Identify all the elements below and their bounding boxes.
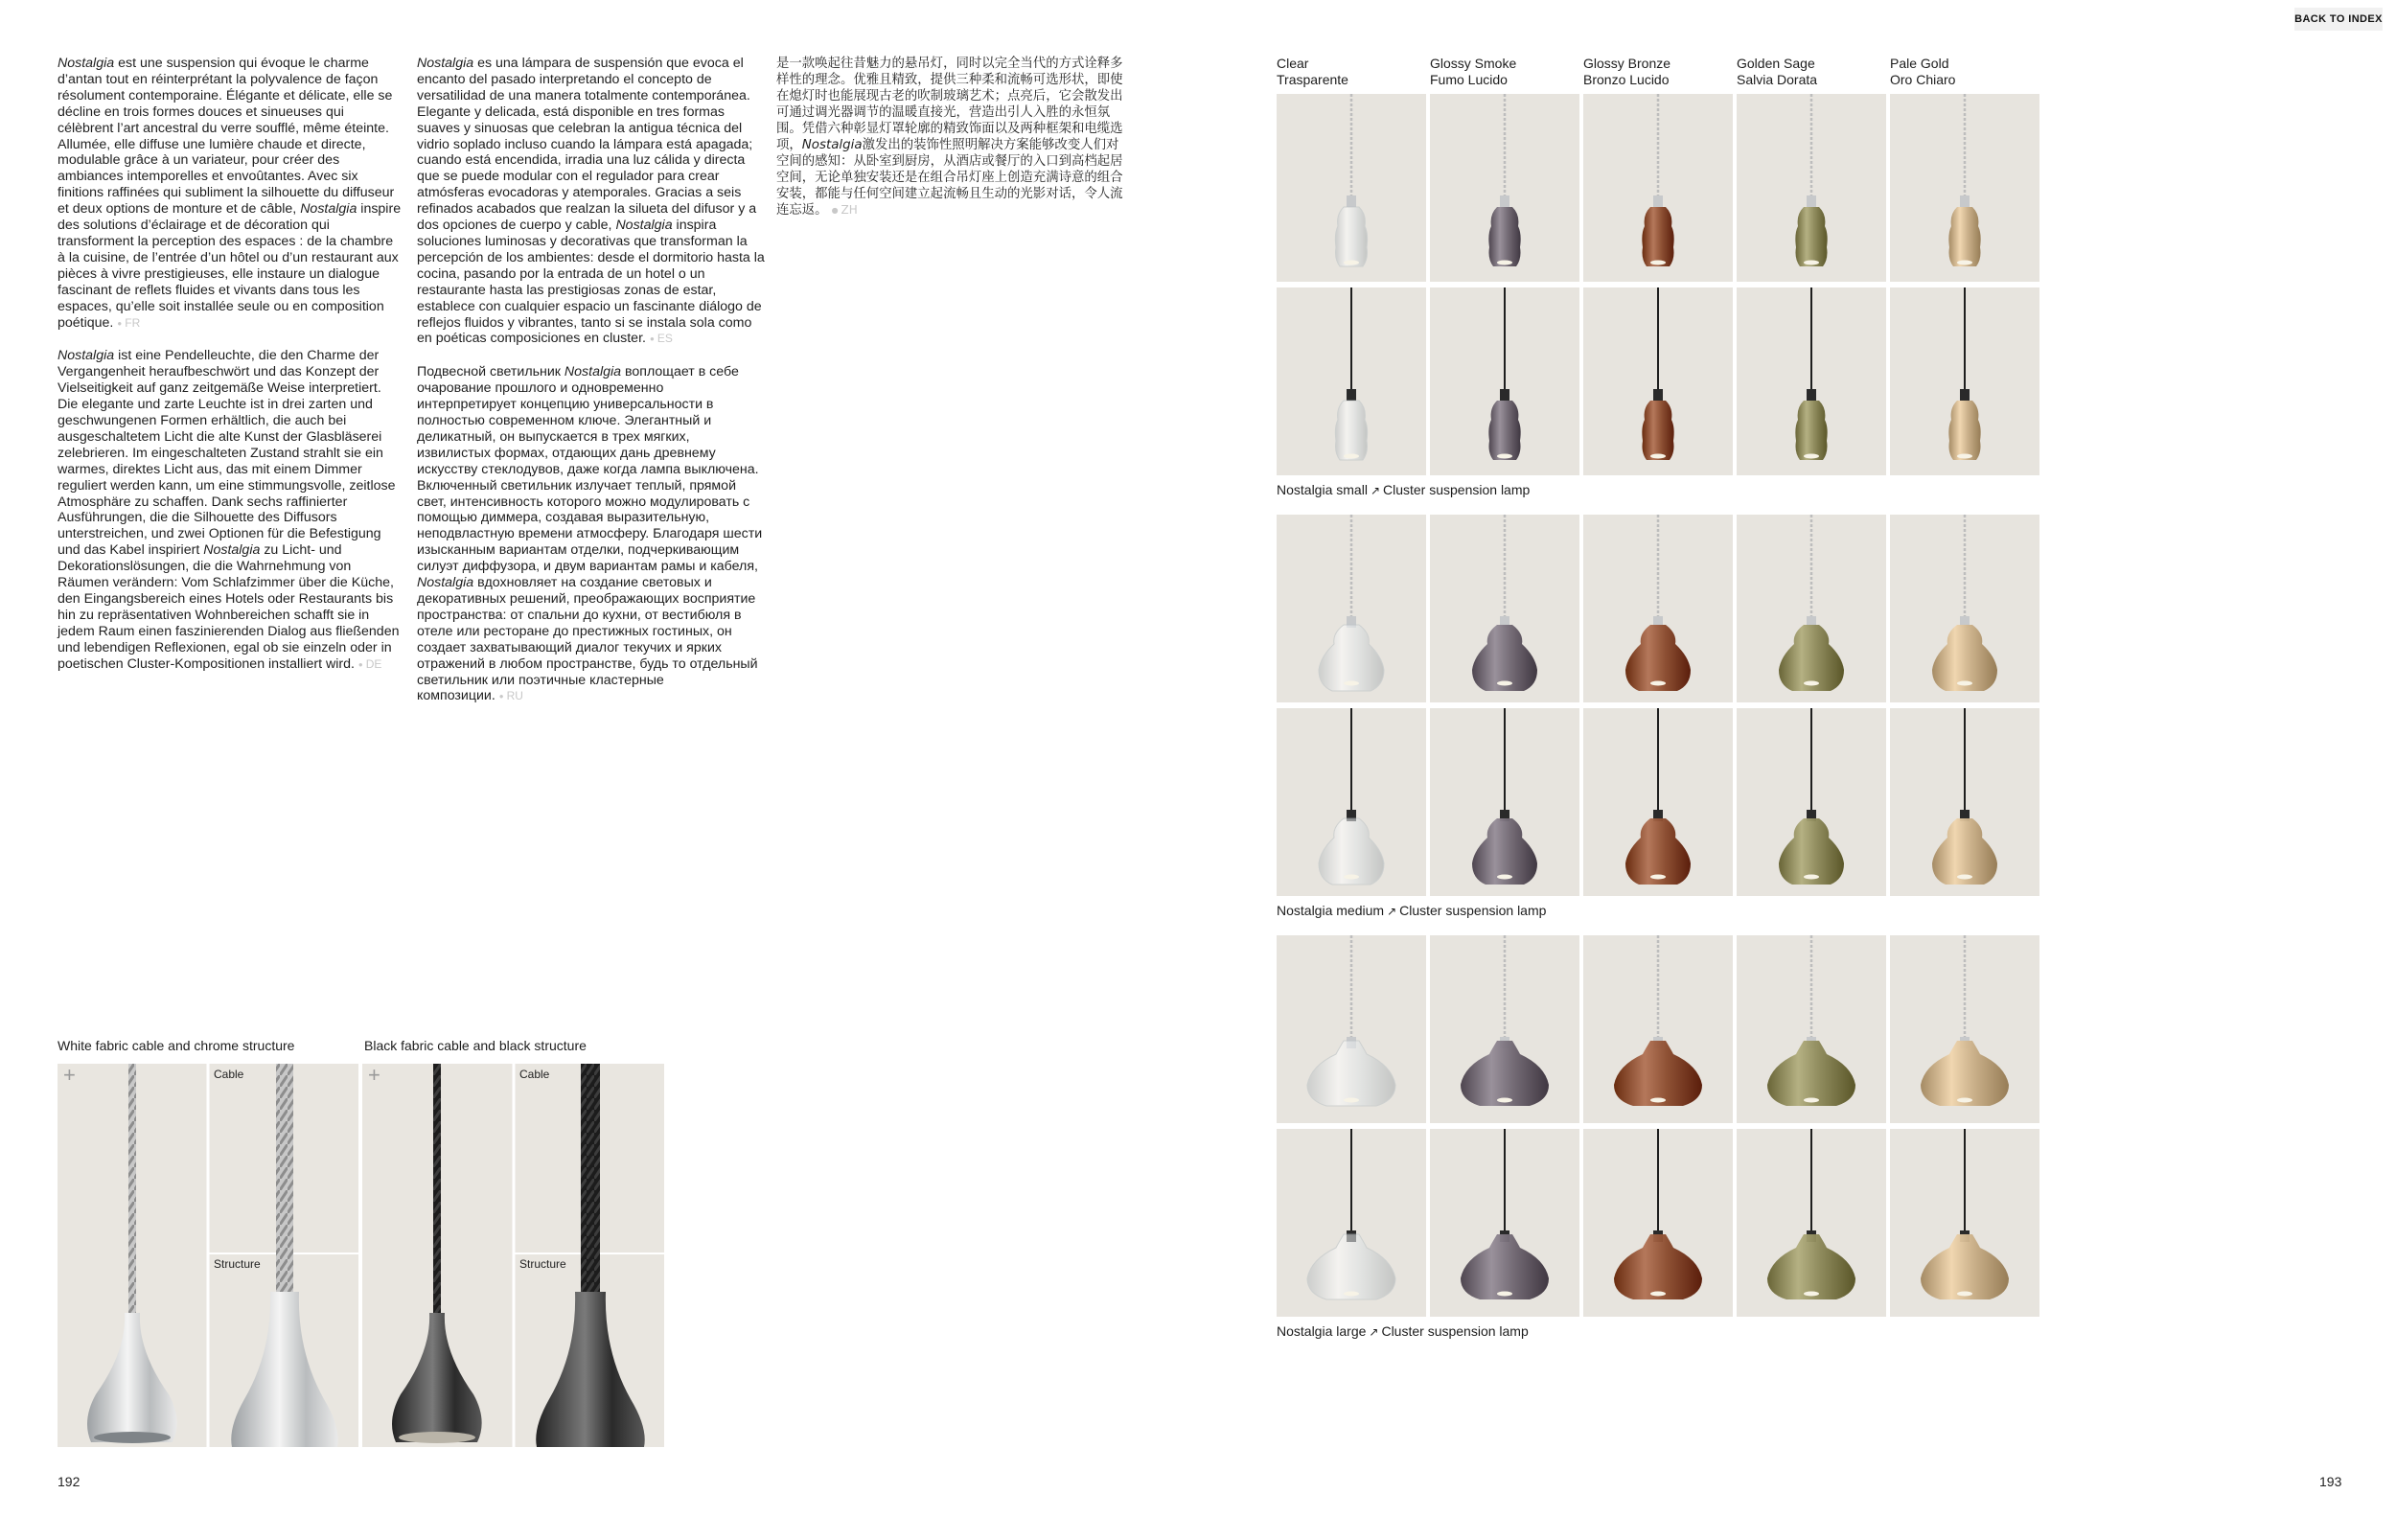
light-glow	[1497, 1098, 1512, 1103]
light-glow	[1344, 261, 1359, 265]
diffuser	[1948, 401, 1980, 460]
pendant-lamp-icon	[1737, 708, 1886, 896]
structure-cap	[1960, 195, 1970, 207]
lamp-tile-medium[interactable]	[1890, 515, 2039, 702]
light-glow	[1497, 1292, 1512, 1297]
arrow-icon: ↗	[1369, 1325, 1379, 1339]
structure-cap	[1500, 195, 1509, 207]
light-glow	[1344, 454, 1359, 459]
pendant-lamp-icon	[1430, 708, 1579, 896]
pendant-lamp-icon	[1430, 287, 1579, 475]
lamp-tile-small[interactable]	[1583, 94, 1733, 282]
pendant-lamp-icon	[1583, 94, 1733, 282]
light-glow	[1804, 261, 1819, 265]
diffuser	[1335, 401, 1367, 460]
pendant-lamp-icon	[1890, 708, 2039, 896]
lang-tag-ru: ● RU	[495, 689, 523, 702]
light-glow	[1804, 1292, 1819, 1297]
diffuser	[1614, 1234, 1702, 1299]
light-glow	[1650, 875, 1666, 880]
lamp-tile-medium[interactable]	[1583, 708, 1733, 896]
pendant-lamp-icon	[1277, 94, 1426, 282]
lamp-tile-medium[interactable]	[1890, 708, 2039, 896]
structure-cap	[1653, 195, 1663, 207]
lamp-tile-medium[interactable]	[1430, 515, 1579, 702]
diffuser	[1767, 1234, 1855, 1299]
lamp-tile-large[interactable]	[1430, 935, 1579, 1123]
pendant-lamp-icon	[1430, 94, 1579, 282]
lamp-tile-small[interactable]	[1890, 287, 2039, 475]
pendant-lamp-icon	[1277, 287, 1426, 475]
pendant-lamp-icon	[1583, 287, 1733, 475]
pendant-lamp-icon	[1277, 708, 1426, 896]
pendant-lamp-icon	[1737, 94, 1886, 282]
lamp-tile-medium[interactable]	[1277, 515, 1426, 702]
pendant-lamp-icon	[1890, 94, 2039, 282]
lamp-tile-small[interactable]	[1583, 287, 1733, 475]
detail-illustration	[58, 1064, 664, 1447]
pendant-lamp-icon	[1277, 1129, 1426, 1317]
back-to-index-button[interactable]: BACK TO INDEX	[2294, 8, 2383, 31]
light-glow	[1957, 681, 1972, 686]
diffuser	[1307, 1041, 1395, 1106]
light-glow	[1650, 681, 1666, 686]
white-detail-caption: White fabric cable and chrome structure	[58, 1038, 295, 1053]
lamp-tile-small[interactable]	[1430, 94, 1579, 282]
structure-cap	[1807, 389, 1816, 401]
lamp-tile-large[interactable]	[1583, 1129, 1733, 1317]
diffuser	[1642, 207, 1673, 266]
light-glow	[1497, 681, 1512, 686]
diffuser	[1767, 1041, 1855, 1106]
product-name: Nostalgia	[58, 56, 115, 71]
pendant-lamp-icon	[1737, 515, 1886, 702]
structure-cap	[1500, 389, 1509, 401]
light-glow	[1650, 1098, 1666, 1103]
diffuser	[1335, 207, 1367, 266]
light-glow	[1957, 454, 1972, 459]
lamp-tile-medium[interactable]	[1583, 515, 1733, 702]
diffuser	[1614, 1041, 1702, 1106]
lang-tag-es: ● ES	[646, 332, 673, 345]
pendant-lamp-icon	[1430, 515, 1579, 702]
cable-label: Cable	[214, 1068, 244, 1081]
cable-structure-detail	[58, 1064, 664, 1447]
page-number-right: 193	[2319, 1474, 2342, 1489]
lamp-tile-large[interactable]	[1583, 935, 1733, 1123]
light-glow	[1957, 1098, 1972, 1103]
diffuser	[1795, 207, 1827, 266]
light-glow	[1650, 1292, 1666, 1297]
lamp-tile-medium[interactable]	[1277, 708, 1426, 896]
light-glow	[1804, 1098, 1819, 1103]
lamp-tile-large[interactable]	[1430, 1129, 1579, 1317]
diffuser	[1488, 401, 1520, 460]
lang-tag-fr: ● FR	[113, 316, 140, 330]
pendant-lamp-icon	[1737, 935, 1886, 1123]
pendant-lamp-icon	[1583, 935, 1733, 1123]
lamp-tile-large[interactable]	[1737, 1129, 1886, 1317]
lang-tag-de: ● DE	[355, 657, 382, 671]
lamp-tile-medium[interactable]	[1737, 515, 1886, 702]
light-glow	[1344, 681, 1359, 686]
black-detail-caption: Black fabric cable and black structure	[364, 1038, 587, 1053]
structure-label: Structure	[214, 1257, 261, 1271]
structure-cap	[1807, 195, 1816, 207]
light-glow	[1957, 1292, 1972, 1297]
finish-header: Pale Gold Oro Chiaro	[1890, 56, 1956, 87]
structure-cap	[1347, 195, 1356, 207]
plus-icon: +	[63, 1064, 76, 1087]
cable-label: Cable	[519, 1068, 550, 1081]
text-zh: 是一款唤起往昔魅力的悬吊灯，同时以完全当代的方式诠释多样性的理念。优雅且精致，提供三种柔和流畅可选形状，即使在熄灯时也能展现古老的吹制玻璃艺术；点亮后，它会散发出可通过调光器调节的温暖直接光，营造出引人入胜的永恒氛围。凭借六种彰显灯罩轮廓的精致饰面以及两种框架和电缆选项，Nostalgia激发出的装饰性照明解决方案能够改变人们对空间的感知：从卧室到厨房，从酒店或餐厅的入口到高档起居空间，无论单独安装还是在组合吊灯座上创造充满诗意的组合安装，都能与任何空间建立起流畅且生动的光影对话，令人流连忘返。● ZH	[776, 56, 1131, 235]
diffuser	[1642, 401, 1673, 460]
diffuser	[1795, 401, 1827, 460]
light-glow	[1957, 261, 1972, 265]
light-glow	[1957, 875, 1972, 880]
diffuser	[1307, 1234, 1395, 1299]
text-es-ru: Nostalgia es una lámpara de suspensión que evoca el encanto del pasado interpretando el concepto de versatilidad de una manera totalmente contemporánea. Elegante y delicada, está disponible en tres formas suaves y sinuosas que celebran la antigua técnica del vidrio soplado incluso cuando la lámpara está apagada; cuando está encendida, irradia una luz cálida y directa que se puede modular con el regulador para crear atmósferas evocadoras y atemporales. Gracias a seis refinados acabados que realzan la silueta del difusor y a dos opciones de cuerpo y cable, Nostalgia inspira soluciones luminosas y decorativas que transforman la percepción de los ambientes: desde el dormitorio hasta la cocina, pasando por la entrada de un hotel o un restaurante hasta las prestigiosas zonas de estar, establece con cualquier espacio un fascinante diálogo de reflejos fluidos y vibrantes, tanto si se instala sola como en poéticas composiciones en cluster.● ES Подвесной светильник Nostalgia воплощает в себе очарование прошлого и одновременно интерпретирует концепцию универсальности в полностью современном ключе. Элегантный и деликатный, он выпускается в трех мягких, извилистых формах, отдающих дань древнему искусству стеклодувов, даже когда лампа выключена. Включенный светильник излучает теплый, прямой свет, интенсивность которого можно модулировать с помощью диммера, создавая выразительную, неподвластную времени атмосферу. Благодаря шести изысканным вариантам отделки, подчеркивающим силуэт диффузора, и двум вариантам рамы и кабеля, Nostalgia вдохновляет на создание световых и декоративных решений, преображающих восприятие пространства: от спальни до кухни, от вестибюля в отеле или ресторане до престижных гостиных, он создает захватывающий диалог текучих и ярких отражений в любом пространстве, будь то отдельный светильник или поэтичные кластерные композиции.● RU	[417, 56, 766, 722]
lamp-tile-large[interactable]	[1277, 935, 1426, 1123]
text-fr: Nostalgia est une suspension qui évoque le charme d’antan tout en réinterprétant la polyvalence de façon résolument contemporaine. Élégante et délicate, elle se décline en trois formes douces et sinueuses qui célèbrent l’art ancestral du verre soufflé, même éteinte. Allumée, elle diffuse une lumière chaude et directe, modulable grâce à un variateur, pour créer des ambiances intemporelles et envoûtantes. Avec six finitions raffinées qui subliment la silhouette du diffuseur et deux options de monture et de câble, Nostalgia inspire des solutions d’éclairage et de décoration qui transforment la perception des espaces : de la chambre à la cuisine, de l’entrée d’un hôtel ou d’un restaurant aux pièces à vivre prestigieuses, elle instaure un dialogue fascinant de reflets fluides et vivants dans tous les espaces, qu’elle soit installée seule ou en composition poétique.● FR Nostalgia ist eine Pendelleuchte, die den Charme der Vergangenheit heraufbeschwört und das Konzept der Vielseitigkeit auf ganz zeitgemäße Weise interpretiert. Die elegante und zarte Leuchte ist in drei zarten und geschwungenen Formen erhältlich, die auch bei ausgeschaltetem Licht die alte Kunst der Glasbläserei zelebrieren. Im eingeschalteten Zustand strahlt sie ein warmes, direktes Licht aus, das mit einem Dimmer reguliert werden kann, um eine stimmungsvolle, zeitlose Atmosphäre zu schaffen. Dank sechs raffinierter Ausführungen, die die Silhouette des Diffusors unterstreichen, und zwei Optionen für die Befestigung und das Kabel inspiriert Nostalgia zu Licht- und Dekorationslösungen, die die Wahrnehmung von Räumen verändern: Vom Schlafzimmer über die Küche, den Eingangsbereich eines Hotels oder Restaurants bis hin zu repräsentativen Wohnbereichen schafft sie in jedem Raum einen faszinierenden Dialog aus fließenden und lebendigen Reflexionen, egal ob sie einzeln oder in poetischen Cluster-Kompositionen installiert wird.● DE	[58, 56, 403, 690]
light-glow	[1497, 454, 1512, 459]
light-glow	[1650, 454, 1666, 459]
lamp-tile-large[interactable]	[1890, 1129, 2039, 1317]
structure-cap	[1653, 389, 1663, 401]
pendant-lamp-icon	[1737, 287, 1886, 475]
diffuser	[1921, 1041, 2009, 1106]
finish-header: Clear Trasparente	[1277, 56, 1348, 87]
finish-header: Golden Sage Salvia Dorata	[1737, 56, 1818, 87]
lamp-tile-small[interactable]	[1737, 287, 1886, 475]
lamp-tile-small[interactable]	[1430, 287, 1579, 475]
section-medium-caption[interactable]: Nostalgia medium ↗ Cluster suspension lamp	[1277, 903, 1547, 918]
pendant-lamp-icon	[1737, 1129, 1886, 1317]
lamp-tile-medium[interactable]	[1430, 708, 1579, 896]
finish-header: Glossy Bronze Bronzo Lucido	[1583, 56, 1671, 87]
pendant-lamp-icon	[1890, 935, 2039, 1123]
light-glow	[1804, 681, 1819, 686]
lamp-tile-small[interactable]	[1277, 94, 1426, 282]
section-large-caption[interactable]: Nostalgia large ↗ Cluster suspension lamp	[1277, 1323, 1529, 1339]
lamp-tile-small[interactable]	[1277, 287, 1426, 475]
section-small-caption[interactable]: Nostalgia small ↗ Cluster suspension lamp	[1277, 482, 1531, 497]
light-glow	[1804, 875, 1819, 880]
pendant-lamp-icon	[1583, 515, 1733, 702]
lamp-tile-large[interactable]	[1277, 1129, 1426, 1317]
lamp-tile-large[interactable]	[1737, 935, 1886, 1123]
pendant-lamp-icon	[1277, 515, 1426, 702]
plus-icon: +	[368, 1064, 380, 1087]
light-glow	[1344, 1098, 1359, 1103]
pendant-lamp-icon	[1583, 708, 1733, 896]
lamp-tile-small[interactable]	[1890, 94, 2039, 282]
pendant-lamp-icon	[1890, 1129, 2039, 1317]
light-glow	[1344, 875, 1359, 880]
pendant-lamp-icon	[1890, 515, 2039, 702]
structure-cap	[1960, 389, 1970, 401]
page-number-left: 192	[58, 1474, 81, 1489]
diffuser	[1488, 207, 1520, 266]
lang-tag-zh: ● ZH	[828, 203, 858, 217]
lamp-tile-small[interactable]	[1737, 94, 1886, 282]
lamp-tile-large[interactable]	[1890, 935, 2039, 1123]
pendant-lamp-icon	[1583, 1129, 1733, 1317]
light-glow	[1650, 261, 1666, 265]
light-glow	[1497, 261, 1512, 265]
lamp-tile-medium[interactable]	[1737, 708, 1886, 896]
light-glow	[1804, 454, 1819, 459]
pendant-lamp-icon	[1890, 287, 2039, 475]
pendant-lamp-icon	[1430, 1129, 1579, 1317]
diffuser	[1948, 207, 1980, 266]
arrow-icon: ↗	[1387, 905, 1397, 918]
arrow-icon: ↗	[1370, 484, 1380, 497]
pendant-lamp-icon	[1277, 935, 1426, 1123]
structure-cap	[1347, 389, 1356, 401]
diffuser	[1921, 1234, 2009, 1299]
finish-header: Glossy Smoke Fumo Lucido	[1430, 56, 1517, 87]
diffuser	[1461, 1234, 1549, 1299]
light-glow	[1497, 875, 1512, 880]
light-glow	[1344, 1292, 1359, 1297]
structure-label: Structure	[519, 1257, 566, 1271]
pendant-lamp-icon	[1430, 935, 1579, 1123]
diffuser	[1461, 1041, 1549, 1106]
